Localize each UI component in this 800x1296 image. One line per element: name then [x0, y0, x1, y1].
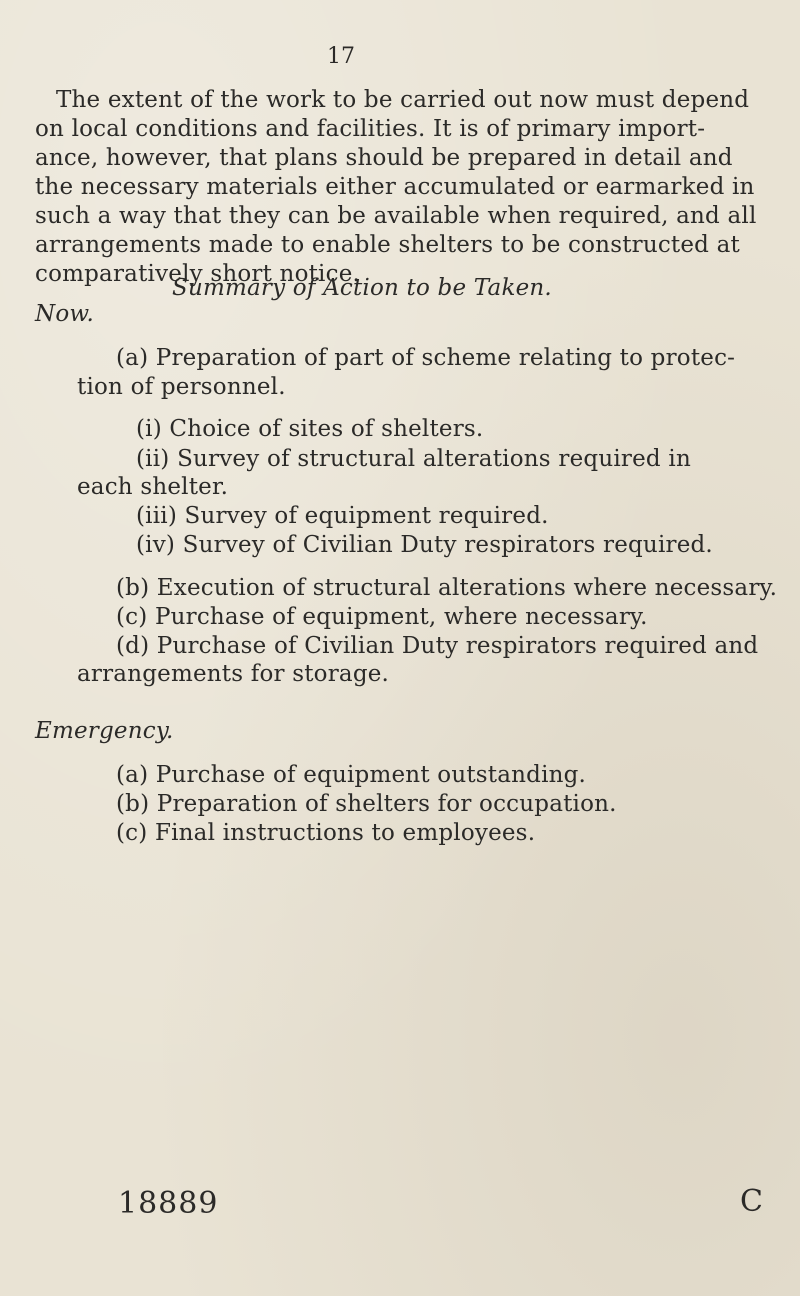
- now-sub-ii-cont: each shelter.: [77, 474, 229, 500]
- emergency-heading: Emergency.: [35, 718, 174, 744]
- now-item-c: (c) Purchase of equipment, where necessary.: [116, 604, 648, 630]
- intro-line: The extent of the work to be carried out now must depend: [56, 87, 750, 113]
- footer-signature-mark: C: [740, 1184, 763, 1219]
- now-item-b: (b) Execution of structural alterations where necessary.: [116, 575, 778, 601]
- emergency-item-a: (a) Purchase of equipment outstanding.: [116, 762, 587, 788]
- now-sub-ii: (ii) Survey of structural alterations required in: [136, 446, 691, 472]
- now-item-d: (d) Purchase of Civilian Duty respirators required and: [116, 633, 759, 659]
- intro-line: the necessary materials either accumulated or earmarked in: [35, 174, 755, 200]
- now-sub-i: (i) Choice of sites of shelters.: [136, 416, 484, 442]
- now-item-a: (a) Preparation of part of scheme relating to protec-: [116, 345, 736, 371]
- intro-line: arrangements made to enable shelters to be constructed at: [35, 232, 740, 258]
- now-item-a-cont: tion of personnel.: [77, 374, 286, 400]
- now-heading: Now.: [35, 301, 95, 327]
- footer-print-code: 18889: [118, 1186, 219, 1221]
- emergency-item-b: (b) Preparation of shelters for occupation.: [116, 791, 617, 817]
- intro-line: such a way that they can be available when required, and all: [35, 203, 757, 229]
- page-number: 17: [327, 44, 355, 69]
- intro-line: ance, however, that plans should be prepared in detail and: [35, 145, 733, 171]
- emergency-item-c: (c) Final instructions to employees.: [116, 820, 536, 846]
- now-sub-iii: (iii) Survey of equipment required.: [136, 503, 549, 529]
- summary-heading: Summary of Action to be Taken.: [172, 275, 552, 301]
- intro-line: comparatively short notice.: [35, 261, 361, 287]
- intro-line: on local conditions and facilities. It is of primary import-: [35, 116, 706, 142]
- now-item-d-cont: arrangements for storage.: [77, 661, 390, 687]
- now-sub-iv: (iv) Survey of Civilian Duty respirators required.: [136, 532, 713, 558]
